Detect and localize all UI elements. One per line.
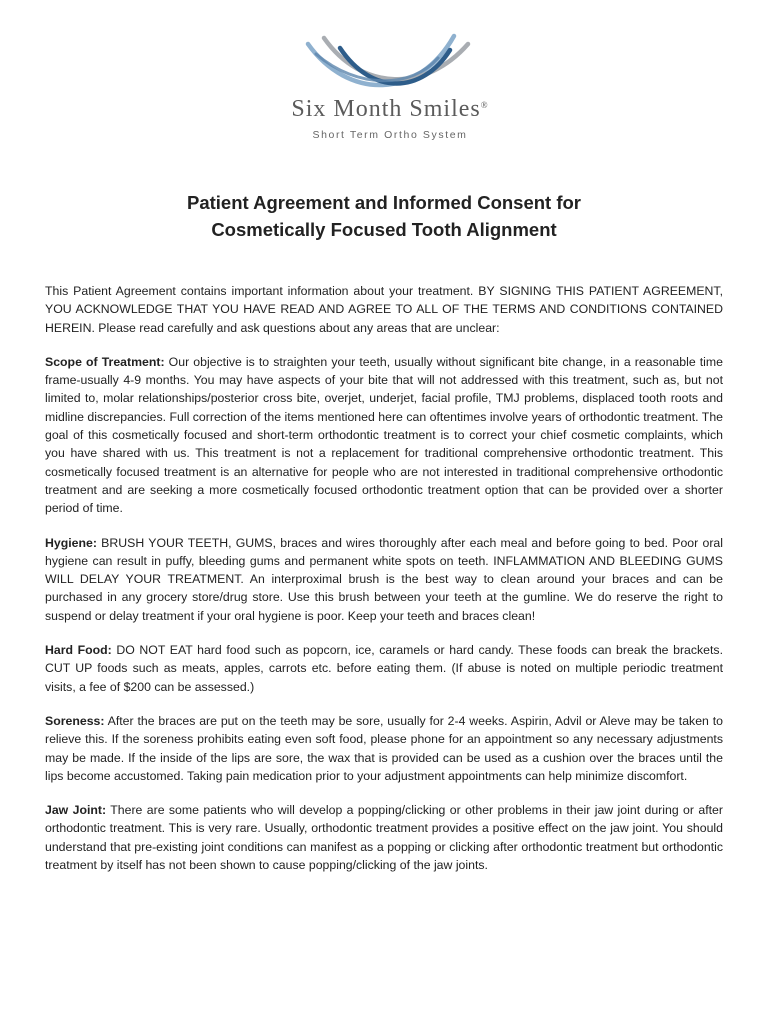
section-label: Hard Food: bbox=[45, 643, 112, 658]
hard-food-paragraph bbox=[45, 641, 723, 696]
smile-arcs-icon bbox=[300, 30, 480, 96]
six-month-smiles-logo bbox=[268, 30, 512, 148]
section-label: Soreness: bbox=[45, 713, 105, 728]
section-label: Hygiene: bbox=[45, 535, 97, 550]
title-line-2: Cosmetically Focused Tooth Alignment bbox=[211, 219, 557, 240]
intro-paragraph: This Patient Agreement contains important information about your treatment. BY SIGNING THIS PATIENT AGREEMENT, YOU ACKNOWLEDGE THAT YOU HAVE READ AND AGREE TO ALL OF THE TERMS AND CONDITIONS CONTAINED HEREIN. Please read carefully and ask questions about any areas that are unclear: bbox=[45, 284, 723, 335]
document-body bbox=[45, 282, 723, 890]
section-text: DO NOT EAT hard food such as popcorn, ice, caramels or hard candy. These foods can break the brackets. CUT UP foods such as meats, apples, carrots etc. before eating them. (If abuse is noted on multiple periodic treatment visits, a fee of $200 can be assessed.) bbox=[45, 643, 723, 694]
document-title bbox=[0, 189, 768, 243]
section-text: Our objective is to straighten your teeth, usually without significant bite change, in a reasonable time frame-usually 4-9 months. You may have aspects of your bite that will not addressed with this treatment, such as, but not limited to, molar relationships/posterior cross bite, overjet, underjet, facial profile, TMJ problems, displaced tooth roots and midline discrepancies. Full correction of the items mentioned here can oftentimes involve years of orthodontic treatment. The goal of this cosmetically focused and short-term orthodontic treatment is to correct your chief cosmetic complaints, which you have shared with us. This treatment is not a replacement for traditional comprehensive orthodontic treatment. This cosmetically focused treatment is an alternative for people who are not interested in traditional comprehensive orthodontic treatment and are seeking a more cosmetically focused orthodontic treatment option that can be provided over a shorter period of time. bbox=[45, 354, 723, 516]
jaw-joint-paragraph bbox=[45, 801, 723, 874]
title-line-1: Patient Agreement and Informed Consent for bbox=[186, 192, 582, 213]
brand-tagline: Short Term Ortho System bbox=[312, 129, 468, 141]
section-text: There are some patients who will develop a popping/clicking or other problems in their jaw joint during or after orthodontic treatment. This is very rare. Usually, orthodontic treatment provides a positive effect on the jaw joint. You should understand that pre-existing joint conditions can manifest as a popping or clicking after orthodontic treatment but orthodontic treatment by itself has not been shown to cause popping/clicking of the jaw joints. bbox=[45, 803, 723, 873]
section-text: BRUSH YOUR TEETH, GUMS, braces and wires thoroughly after each meal and before going to bed. Poor oral hygiene can result in puffy, bleeding gums and permanent white spots on teeth. INFLAMMATION AND BLEEDING GUMS WILL DELAY YOUR TREATMENT. An interproximal brush is the best way to clean around your braces and can be purchased in any grocery store/drug store. Use this brush between your teeth at the gumline. We do reserve the right to suspend or delay treatment if your oral hygiene is poor. Keep your teeth and braces clean! bbox=[45, 535, 723, 623]
scope-of-treatment-paragraph bbox=[45, 353, 723, 518]
soreness-paragraph bbox=[45, 712, 723, 785]
section-text: After the braces are put on the teeth may be sore, usually for 2-4 weeks. Aspirin, Advil or Aleve may be taken to relieve this. If the soreness prohibits eating even soft food, please phone for an appointment so any necessary adjustments may be made. If the inside of the lips are sore, the wax that is provided can be used as a cushion over the braces until the lips become accustomed. Taking pain medication prior to your adjustment appointments can help minimize discomfort. bbox=[45, 713, 723, 783]
registered-mark: ® bbox=[480, 100, 489, 110]
brand-name: Six Month Smiles® bbox=[291, 96, 489, 122]
hygiene-paragraph bbox=[45, 534, 723, 625]
section-label: Jaw Joint: bbox=[45, 803, 107, 818]
section-label: Scope of Treatment: bbox=[45, 354, 165, 369]
